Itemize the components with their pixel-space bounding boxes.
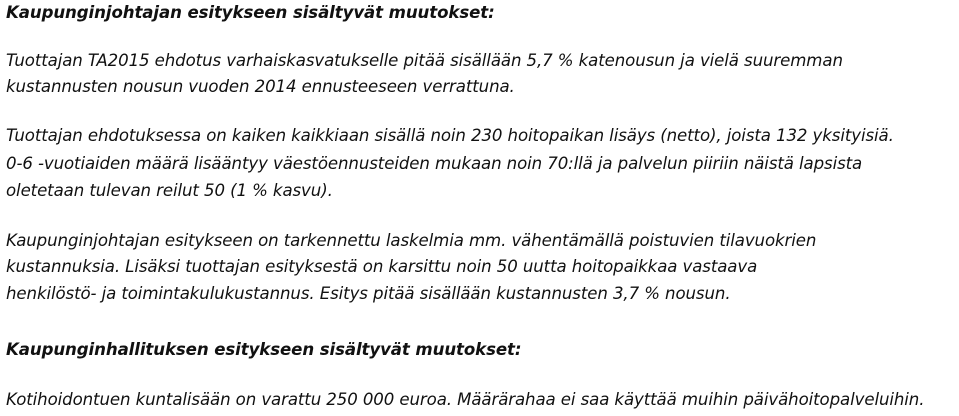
paragraph-4-line-1: Kotihoidontuen kuntalisään on varattu 250 000 euroa. Määrärahaa ei saa käyttää muihin päivähoitopalveluihin.	[6, 390, 925, 409]
paragraph-1-line-2: kustannusten nousun vuoden 2014 ennusteeseen verrattuna.	[6, 77, 515, 96]
paragraph-3-line-2: kustannuksia. Lisäksi tuottajan esityksestä on karsittu noin 50 uutta hoitopaikkaa vastaava	[6, 257, 758, 276]
heading-board-changes: Kaupunginhallituksen esitykseen sisältyvät muutokset:	[6, 340, 522, 359]
paragraph-1-line-1: Tuottajan TA2015 ehdotus varhaiskasvatukselle pitää sisällään 5,7 % katenousun ja vielä suuremman	[6, 51, 843, 70]
heading-mayor-changes: Kaupunginjohtajan esitykseen sisältyvät muutokset:	[6, 3, 495, 22]
paragraph-3-line-1: Kaupunginjohtajan esitykseen on tarkennettu laskelmia mm. vähentämällä poistuvien tilavuokrien	[6, 231, 817, 250]
paragraph-3-line-3: henkilöstö- ja toimintakulukustannus. Esitys pitää sisällään kustannusten 3,7 % nousun.	[6, 284, 731, 303]
paragraph-2-line-2: 0-6 -vuotiaiden määrä lisääntyy väestöennusteiden mukaan noin 70:llä ja palvelun piiriin näistä lapsista	[6, 154, 863, 173]
paragraph-2-line-3: oletetaan tulevan reilut 50 (1 % kasvu).	[6, 181, 333, 200]
paragraph-2-line-1: Tuottajan ehdotuksessa on kaiken kaikkiaan sisällä noin 230 hoitopaikan lisäys (netto), joista 132 yksityisiä.	[6, 126, 894, 145]
